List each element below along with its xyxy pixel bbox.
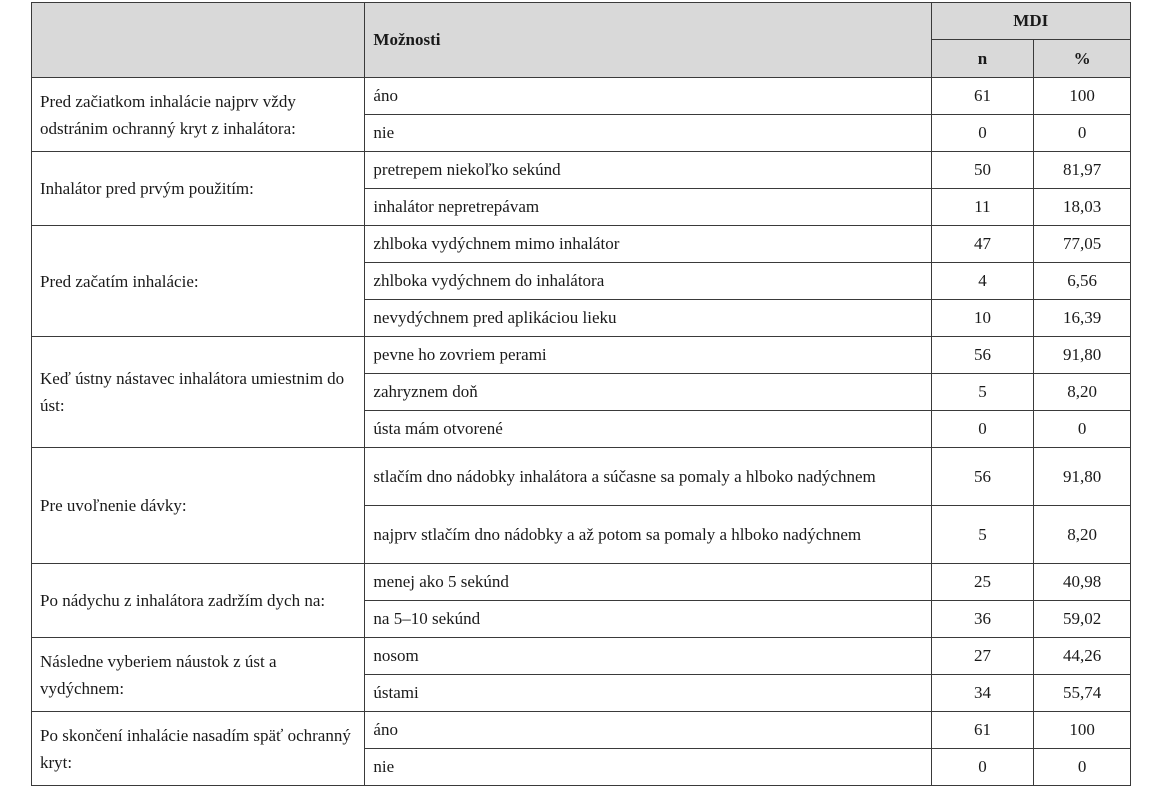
count-cell: 0 [931, 749, 1034, 786]
header-n: n [931, 40, 1034, 78]
survey-table [31, 2, 1131, 786]
percent-cell: 8,20 [1034, 506, 1131, 564]
question-cell: Po nádychu z inhalátora zadržím dych na: [32, 564, 365, 638]
option-cell: stlačím dno nádobky inhalátora a súčasne sa pomaly a hlboko nadýchnem [365, 448, 931, 506]
count-cell: 56 [931, 337, 1034, 374]
count-cell: 34 [931, 675, 1034, 712]
table-row [32, 152, 1131, 189]
table-row [32, 712, 1131, 749]
question-cell: Pre uvoľnenie dávky: [32, 448, 365, 564]
question-cell: Inhalátor pred prvým použitím: [32, 152, 365, 226]
percent-cell: 0 [1034, 115, 1131, 152]
percent-cell: 0 [1034, 411, 1131, 448]
table-body [32, 78, 1131, 786]
percent-cell: 18,03 [1034, 189, 1131, 226]
option-cell: nevydýchnem pred aplikáciou lieku [365, 300, 931, 337]
percent-cell: 44,26 [1034, 638, 1131, 675]
count-cell: 0 [931, 411, 1034, 448]
table-row [32, 226, 1131, 263]
question-cell: Po skončení inhalácie nasadím späť ochranný kryt: [32, 712, 365, 786]
option-cell: najprv stlačím dno nádobky a až potom sa pomaly a hlboko nadýchnem [365, 506, 931, 564]
percent-cell: 59,02 [1034, 601, 1131, 638]
option-cell: áno [365, 78, 931, 115]
count-cell: 4 [931, 263, 1034, 300]
question-cell: Keď ústny nástavec inhalátora umiestnim do úst: [32, 337, 365, 448]
percent-cell: 6,56 [1034, 263, 1131, 300]
count-cell: 50 [931, 152, 1034, 189]
question-cell: Následne vyberiem náustok z úst a vydýchnem: [32, 638, 365, 712]
count-cell: 36 [931, 601, 1034, 638]
option-cell: zahryznem doň [365, 374, 931, 411]
count-cell: 10 [931, 300, 1034, 337]
percent-cell: 0 [1034, 749, 1131, 786]
option-cell: áno [365, 712, 931, 749]
count-cell: 5 [931, 506, 1034, 564]
option-cell: pevne ho zovriem perami [365, 337, 931, 374]
table-row [32, 638, 1131, 675]
percent-cell: 100 [1034, 712, 1131, 749]
header-question-cell [32, 3, 365, 78]
percent-cell: 16,39 [1034, 300, 1131, 337]
option-cell: nie [365, 749, 931, 786]
count-cell: 0 [931, 115, 1034, 152]
option-cell: nosom [365, 638, 931, 675]
option-cell: pretrepem niekoľko sekúnd [365, 152, 931, 189]
percent-cell: 55,74 [1034, 675, 1131, 712]
count-cell: 5 [931, 374, 1034, 411]
option-cell: zhlboka vydýchnem do inhalátora [365, 263, 931, 300]
percent-cell: 100 [1034, 78, 1131, 115]
count-cell: 25 [931, 564, 1034, 601]
count-cell: 47 [931, 226, 1034, 263]
header-mdi: MDI [931, 3, 1130, 40]
option-cell: ústa mám otvorené [365, 411, 931, 448]
header-options: Možnosti [365, 3, 931, 78]
percent-cell: 8,20 [1034, 374, 1131, 411]
table-row [32, 564, 1131, 601]
option-cell: ústami [365, 675, 931, 712]
count-cell: 61 [931, 712, 1034, 749]
option-cell: zhlboka vydýchnem mimo inhalátor [365, 226, 931, 263]
percent-cell: 81,97 [1034, 152, 1131, 189]
table-row [32, 78, 1131, 115]
count-cell: 61 [931, 78, 1034, 115]
percent-cell: 40,98 [1034, 564, 1131, 601]
percent-cell: 77,05 [1034, 226, 1131, 263]
question-cell: Pred začiatkom inhalácie najprv vždy odstránim ochranný kryt z inhalátora: [32, 78, 365, 152]
table-row [32, 337, 1131, 374]
percent-cell: 91,80 [1034, 448, 1131, 506]
header-percent: % [1034, 40, 1131, 78]
count-cell: 27 [931, 638, 1034, 675]
option-cell: na 5–10 sekúnd [365, 601, 931, 638]
option-cell: menej ako 5 sekúnd [365, 564, 931, 601]
option-cell: inhalátor nepretrepávam [365, 189, 931, 226]
count-cell: 11 [931, 189, 1034, 226]
count-cell: 56 [931, 448, 1034, 506]
question-cell: Pred začatím inhalácie: [32, 226, 365, 337]
table-header [32, 3, 1131, 78]
percent-cell: 91,80 [1034, 337, 1131, 374]
option-cell: nie [365, 115, 931, 152]
table-row [32, 448, 1131, 506]
